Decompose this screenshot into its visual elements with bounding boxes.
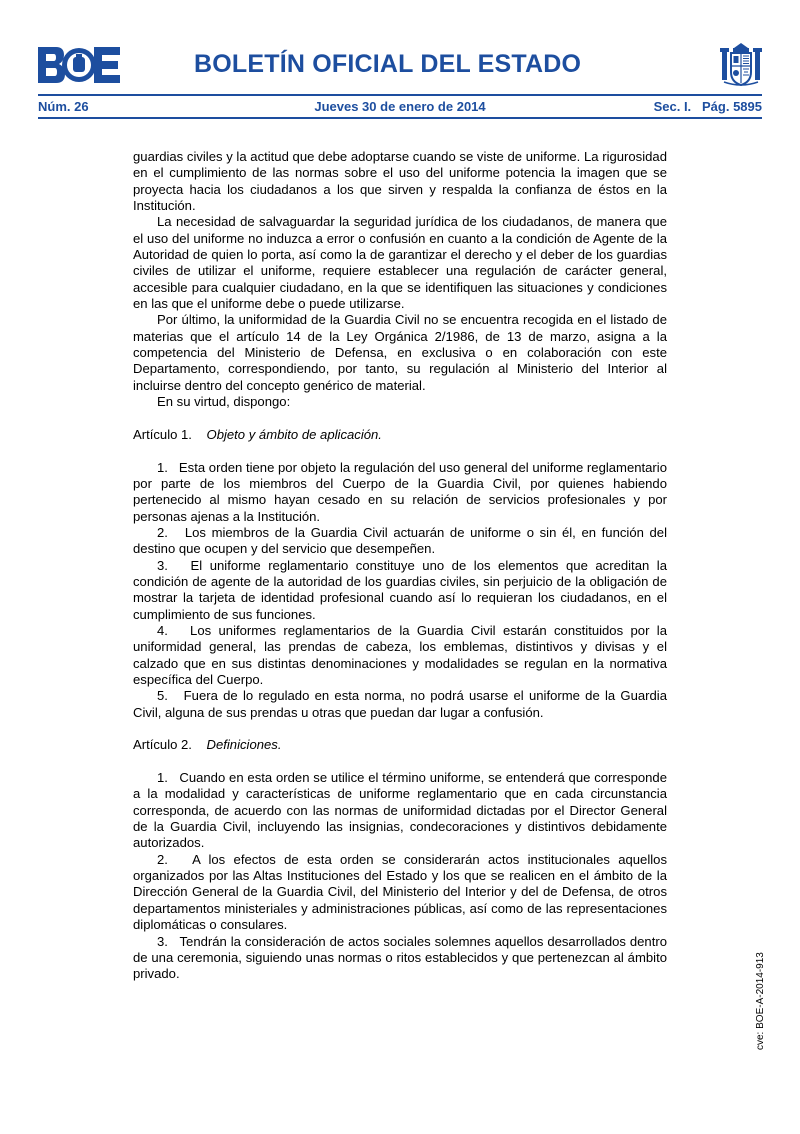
article-number: Artículo 2. [133, 737, 192, 753]
coat-of-arms-icon [720, 42, 762, 88]
article-title: Objeto y ámbito de aplicación. [206, 426, 382, 442]
header-rule-top [38, 94, 762, 96]
article-title: Definiciones. [206, 737, 282, 753]
paragraph: 1. Esta orden tiene por objeto la regulación del uso general del uniforme reglamentario por parte de los miembros del Cuerpo de la Guardia Civil, por quienes habiendo pertenecido al mismo hayan cesado en su relación de servicios profesionales y por personas ajenas a la Institución. [133, 459, 671, 524]
boe-logo-icon [38, 47, 120, 83]
section-page: Sec. I. Pág. 5895 [653, 99, 762, 114]
paragraph: 2. Los miembros de la Guardia Civil actuarán de uniforme o sin él, en función del destino que ocupen y del servicio que desempeñen. [133, 524, 671, 557]
paragraph: 3. El uniforme reglamentario constituye uno de los elementos que acreditan la condición de agente de la autoridad de los guardias civiles, sin perjuicio de la obligación de mostrar la tarjeta de identidad profesional cuando así lo requieran los ciudadanos, en el cumplimiento de sus funciones. [133, 557, 671, 622]
paragraph: En su virtud, dispongo: [157, 394, 291, 410]
paragraph: 2. A los efectos de esta orden se considerarán actos institucionales aquellos organizados por las Altas Instituciones del Estado y los que se realicen en el ámbito de la Dirección General de la Guardia Civil, del Ministerio del Interior y del de Defensa, de otros departamentos ministeriales y administraciones públicas, así como de las representaciones diplomáticas o consulares. [133, 851, 671, 933]
issue-number: Núm. 26 [38, 99, 89, 114]
document-body [133, 149, 671, 983]
paragraph: 1. Cuando en esta orden se utilice el término uniforme, se entenderá que corresponde a la modalidad y características de uniforme reglamentario que en cada circunstancia corresponda, de acuerdo con las normas de uniformidad dictadas por el Director General de la Guardia Civil, incluyendo las insignias, condecoraciones y distintivos debidamente autorizados. [133, 770, 671, 851]
article-heading [133, 737, 667, 753]
cve-identifier: cve: BOE-A-2014-913 [755, 952, 766, 1050]
header-rule-bottom [38, 117, 762, 119]
paragraph: 4. Los uniformes reglamentarios de la Guardia Civil estarán constituidos por la uniformidad general, las prendas de cabeza, los emblemas, distintivos y divisas y el calzado que en sus distintas denominaciones y modalidades se regulan en la normativa específica del Cuerpo. [133, 622, 671, 687]
article-number: Artículo 1. [133, 426, 192, 442]
paragraph: Por último, la uniformidad de la Guardia Civil no se encuentra recogida en el listado de materias que el artículo 14 de la Ley Orgánica 2/1986, de 13 de marzo, asigna a la competencia del Ministerio de Defensa, en exclusiva o en colaboración con este Departamento, correspondiendo, por tanto, su regulación al Ministerio del Interior al incluirse dentro del concepto genérico de material. [133, 312, 667, 393]
issue-date: Jueves 30 de enero de 2014 [314, 99, 486, 114]
paragraph: 3. Tendrán la consideración de actos sociales solemnes aquellos desarrollados dentro de una ceremonia, siguiendo unas normas o ritos establecidos y que pertenezcan al ámbito privado. [133, 933, 671, 982]
page-title: BOLETÍN OFICIAL DEL ESTADO [194, 50, 582, 78]
paragraph: La necesidad de salvaguardar la seguridad jurídica de los ciudadanos, de manera que el uso del uniforme no induzca a error o confusión en cuanto a la condición de Agente de la Autoridad de quien lo porta, así como la de garantizar el derecho y el deber de los guardias civiles de utilizar el uniforme, requiere establecer una regulación de carácter general, accesible para cualquier ciudadano, en la que se identifiquen las situaciones y condiciones en las que el uniforme debe o puede utilizarse. [133, 214, 667, 312]
page-header [38, 42, 762, 90]
paragraph: 5. Fuera de lo regulado en esta norma, no podrá usarse el uniforme de la Guardia Civil, alguna de sus prendas u otras que puedan dar lugar a confusión. [133, 688, 671, 720]
paragraph: guardias civiles y la actitud que debe adoptarse cuando se viste de uniforme. La rigurosidad en el cumplimiento de las normas sobre el uso del uniforme potencia la imagen que se proyecta hacia los ciudadanos a los que sirven y respalda la confianza de éstos en la Institución. [133, 149, 667, 214]
article-heading [133, 427, 667, 443]
